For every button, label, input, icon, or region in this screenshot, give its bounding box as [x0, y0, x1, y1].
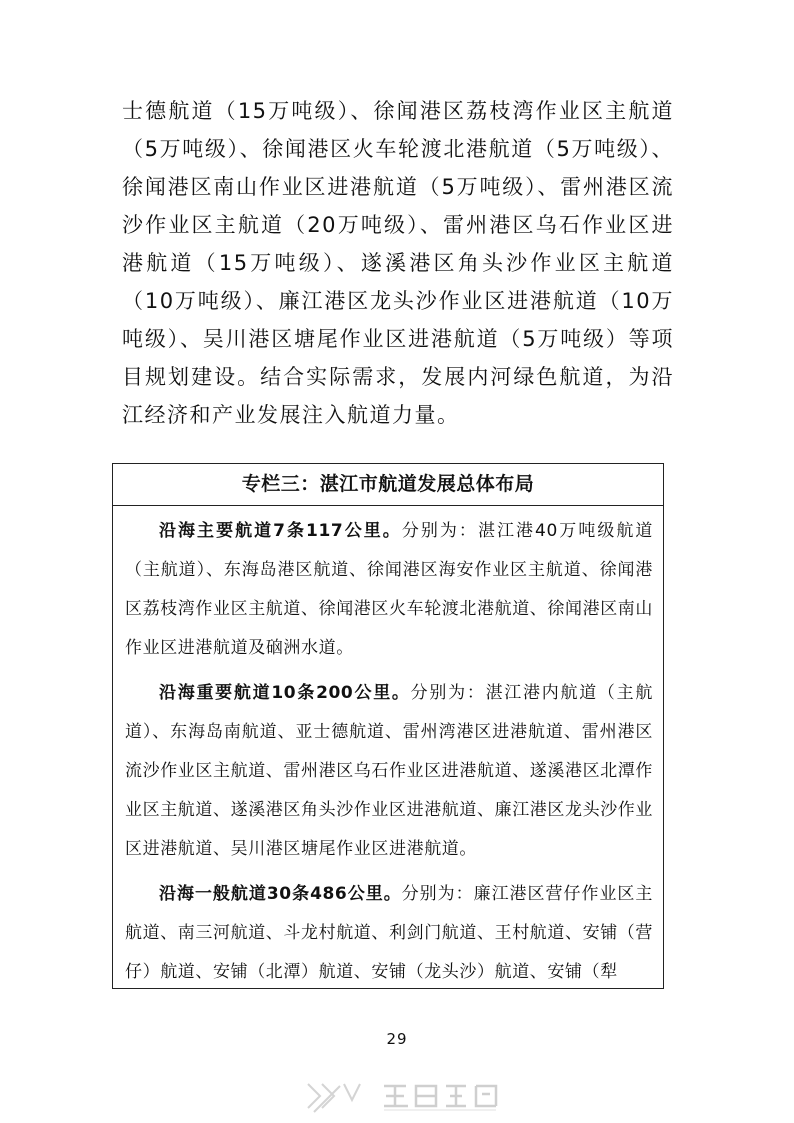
box-paragraph-heading: 沿海一般航道30条486公里。 — [159, 884, 402, 904]
box-paragraph-text: 分别为：湛江港内航道（主航道）、东海岛南航道、亚士德航道、雷州湾港区进港航道、雷州港区流沙作业区主航道、雷州港区乌石作业区进港航道、遂溪港区北潭作业区主航道、遂溪港区角头沙作业区进港航道、廉江港区龙头沙作业区进港航道、吴川港区塘尾作业区进港航道。 — [125, 683, 653, 859]
feature-box — [112, 463, 664, 989]
box-paragraph-text: 分别为：廉江港区营仔作业区主航道、南三河航道、斗龙村航道、利剑门航道、王村航道、安铺（营仔）航道、安铺（北潭）航道、安铺（龙头沙）航道、安铺（犁 — [125, 884, 653, 982]
body-paragraph: 士德航道（15万吨级）、徐闻港区荔枝湾作业区主航道（5万吨级）、徐闻港区火车轮渡北港航道（5万吨级）、徐闻港区南山作业区进港航道（5万吨级）、雷州港区流沙作业区主航道（20万吨级）、雷州港区乌石作业区进港航道（15万吨级）、遂溪港区角头沙作业区主航道（10万吨级）、廉江港区龙头沙作业区进港航道（10万吨级）、吴川港区塘尾作业区进港航道（5万吨级）等项目规划建设。结合实际需求，发展内河绿色航道，为沿江经济和产业发展注入航道力量。 — [122, 99, 674, 427]
box-paragraph-important-channels — [125, 674, 653, 869]
box-paragraph-heading: 沿海重要航道10条200公里。 — [159, 683, 411, 703]
page-number: 29 — [386, 1030, 408, 1048]
watermark-mark-icon — [308, 1084, 360, 1112]
watermark-logo — [300, 1078, 520, 1118]
feature-box-body — [113, 506, 663, 992]
box-paragraph-text: 分别为：湛江港40万吨级航道（主航道）、东海岛港区航道、徐闻港区海安作业区主航道、徐闻港区荔枝湾作业区主航道、徐闻港区火车轮渡北港航道、徐闻港区南山作业区进港航道及硇洲水道。 — [125, 521, 653, 658]
box-paragraph-heading: 沿海主要航道7条117公里。 — [159, 521, 402, 541]
feature-box-title: 专栏三：湛江市航道发展总体布局 — [113, 464, 663, 506]
box-paragraph-main-channels — [125, 512, 653, 668]
watermark-wordmark-icon — [384, 1086, 496, 1106]
box-paragraph-general-channels — [125, 875, 653, 992]
